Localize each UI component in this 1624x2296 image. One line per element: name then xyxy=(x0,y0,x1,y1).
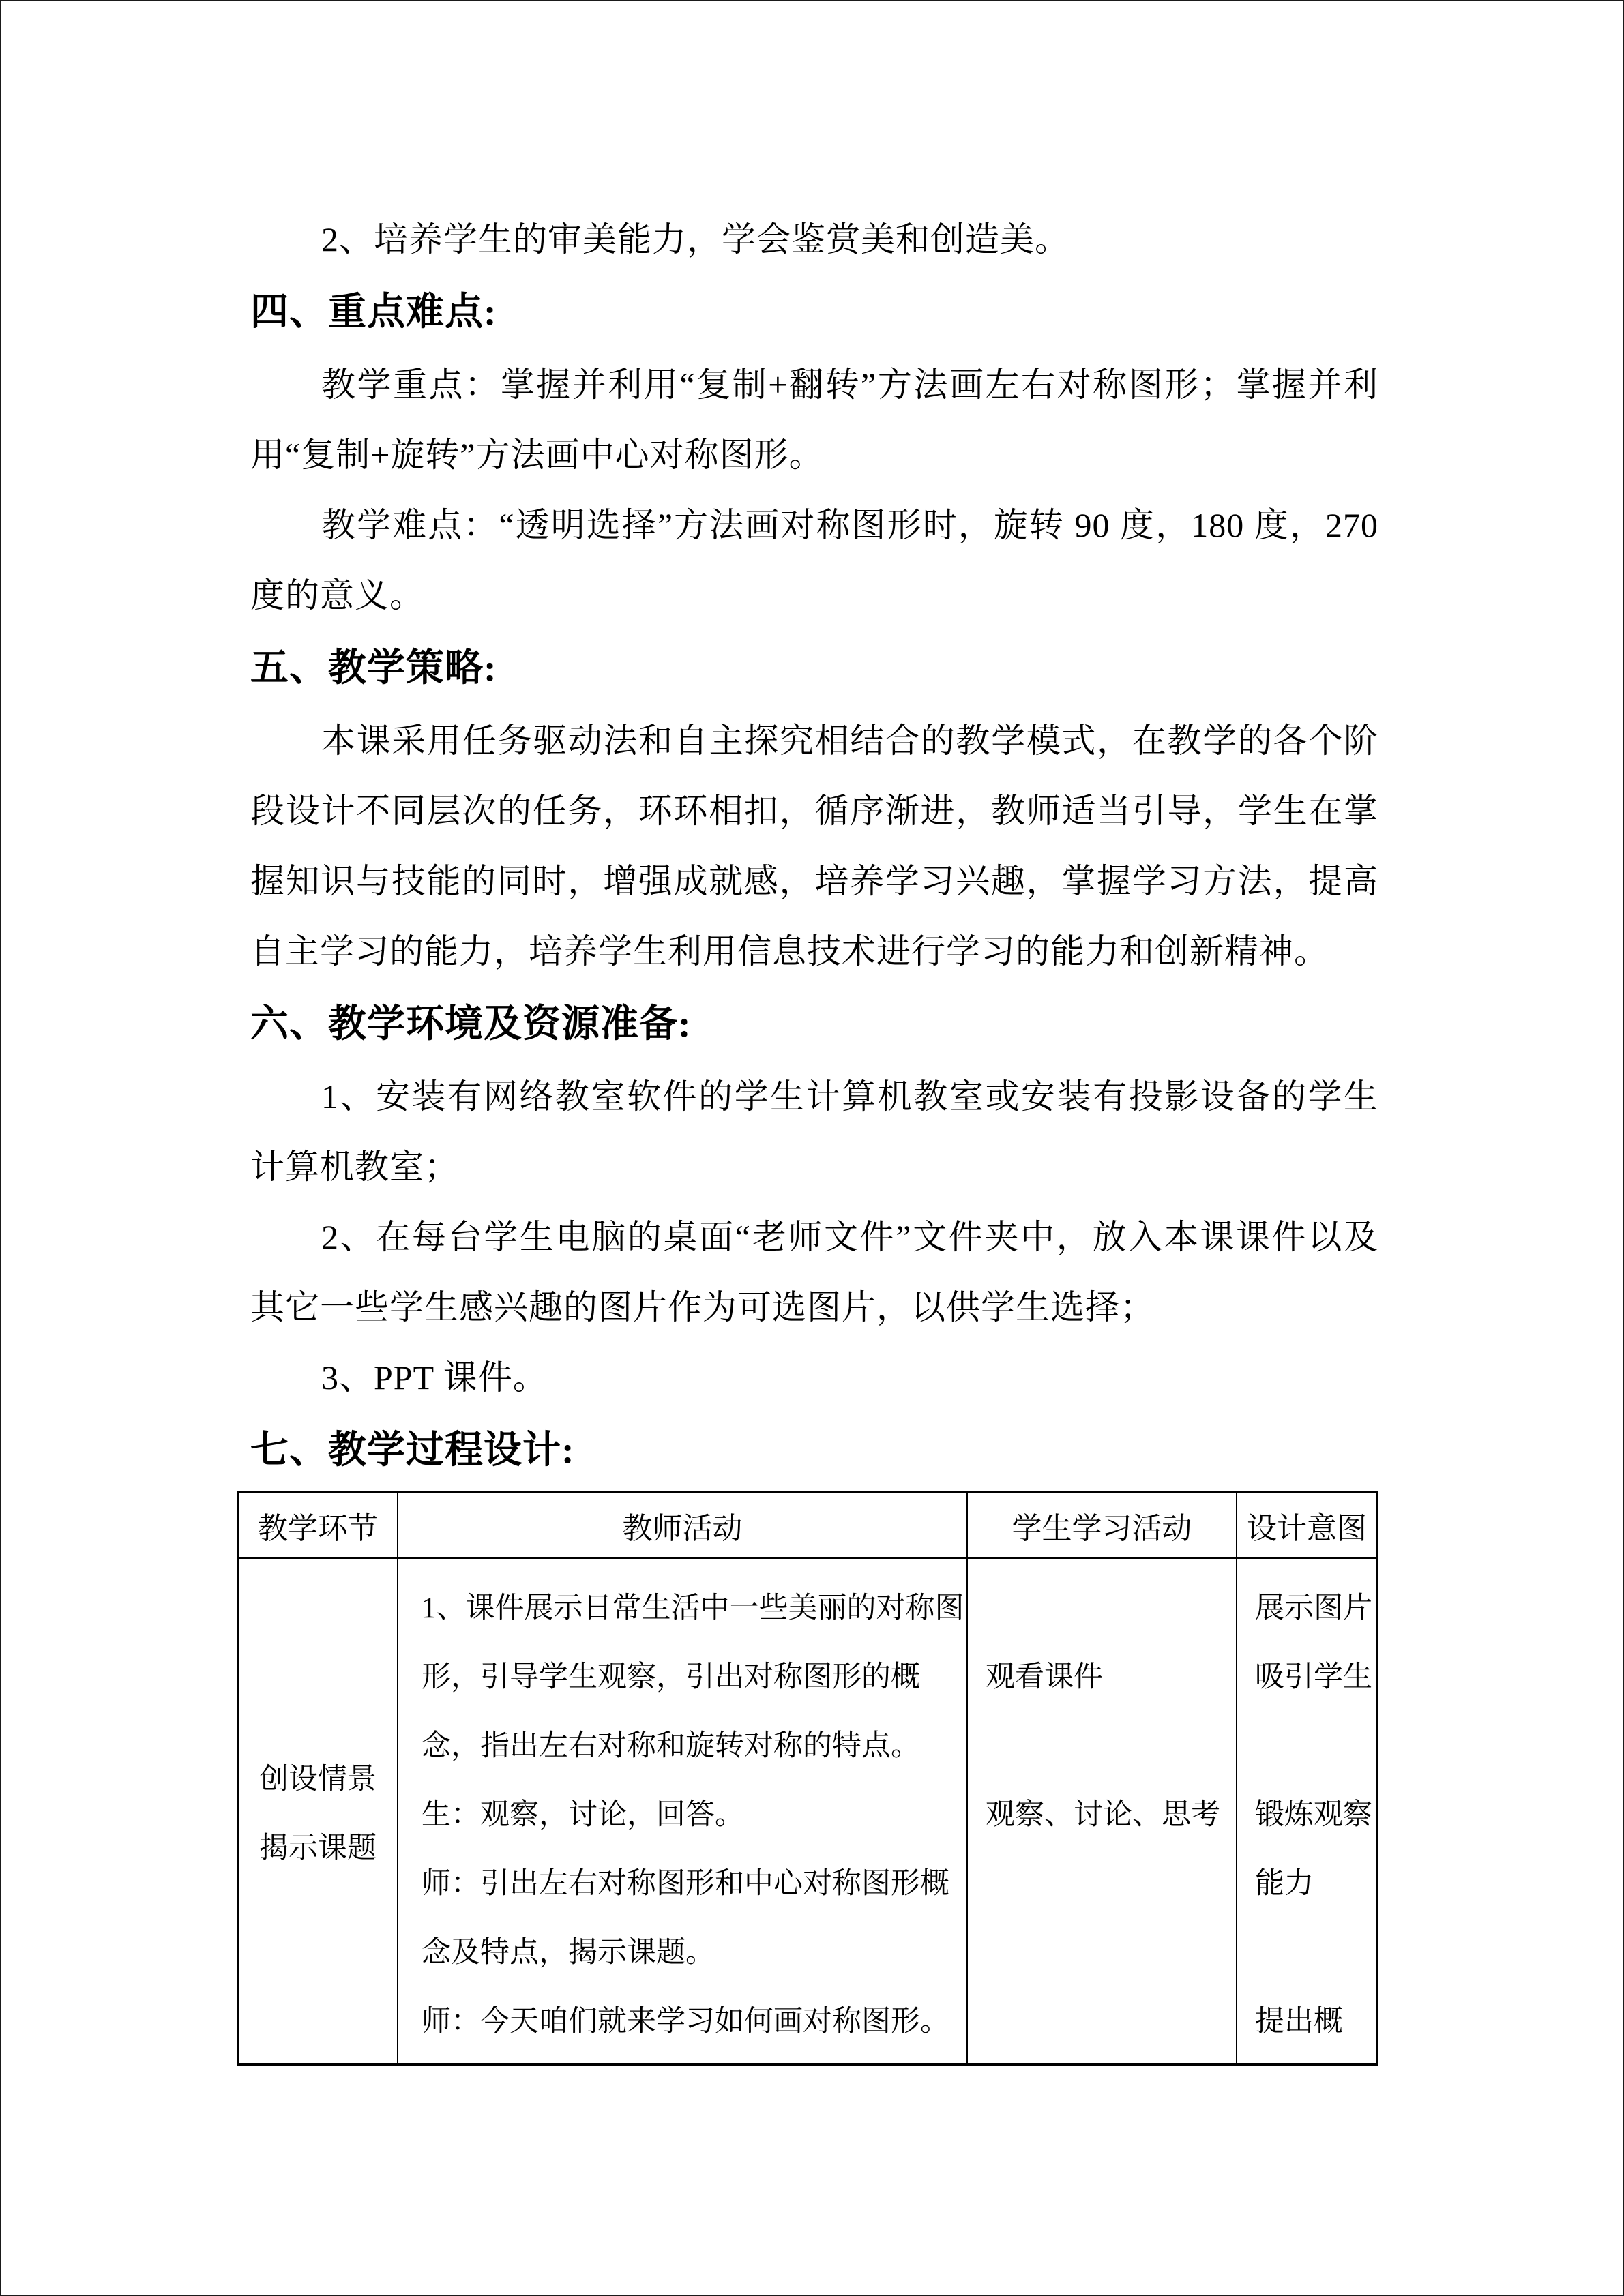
table-header-student-activity: 学生学习活动 xyxy=(968,1493,1237,1557)
teacher-line: 师：引出左右对称图形和中心对称图形概 xyxy=(422,1868,949,1900)
teacher-line: 念，指出左右对称和旋转对称的特点。 xyxy=(422,1730,920,1762)
table-header-teacher-activity: 教师活动 xyxy=(398,1493,968,1557)
paragraph: 教学重点：掌握并利用“复制+翻转”方法画左右对称图形；掌握并利用“复制+旋转”方法画中心对称图形。 xyxy=(250,366,1378,474)
stage-line: 揭示课题 xyxy=(259,1832,377,1864)
design-line: 展示图片 xyxy=(1255,1592,1372,1624)
student-line xyxy=(986,1571,1229,1640)
table-header-row xyxy=(239,1493,1376,1559)
section-heading-4: 四、重点难点: xyxy=(250,291,497,333)
student-line: 观看课件 xyxy=(986,1661,1103,1693)
student-line xyxy=(986,1709,1229,1778)
cell-design-intent xyxy=(1237,1559,1376,2063)
design-line: 提出概 xyxy=(1255,2006,1343,2038)
teacher-line: 念及特点，揭示课题。 xyxy=(422,1937,715,1969)
design-line: 能力 xyxy=(1255,1868,1314,1900)
paragraph: 教学难点：“透明选择”方法画对称图形时，旋转 90 度，180 度，270 度的意义。 xyxy=(250,506,1378,614)
student-line xyxy=(986,1847,1229,1915)
design-line: 吸引学生 xyxy=(1255,1661,1372,1693)
paragraph: 3、PPT 课件。 xyxy=(321,1358,548,1397)
student-line xyxy=(986,1915,1229,1984)
design-line: 锻炼观察 xyxy=(1255,1799,1372,1831)
teacher-line: 生：观察，讨论，回答。 xyxy=(422,1799,744,1831)
teacher-line: 师：今天咱们就来学习如何画对称图形。 xyxy=(422,2006,949,2038)
table-header-stage: 教学环节 xyxy=(239,1493,398,1557)
cell-teacher-activity xyxy=(398,1559,968,2063)
cell-student-activity xyxy=(968,1559,1237,2063)
student-line: 观察、讨论、思考 xyxy=(986,1799,1220,1831)
cell-stage xyxy=(239,1559,398,2063)
teacher-line: 1、课件展示日常生活中一些美丽的对称图 xyxy=(422,1592,964,1624)
design-line xyxy=(1255,1709,1370,1778)
table-header-design-intent: 设计意图 xyxy=(1247,1512,1367,1545)
table-row xyxy=(239,1559,1376,2063)
section-heading-7: 七、教学过程设计: xyxy=(250,1429,575,1472)
lead-paragraph: 2、培养学生的审美能力，学会鉴赏美和创造美。 xyxy=(321,220,1069,258)
student-line xyxy=(986,1984,1229,2053)
paragraph: 本课采用任务驱动法和自主探究相结合的教学模式，在教学的各个阶段设计不同层次的任务，环环相扣，循序渐进，教师适当引导，学生在掌握知识与技能的同时，增强成就感，培养学习兴趣，掌握学习方法，提高自主学习的能力，培养学生利用信息技术进行学习的能力和创新精神。 xyxy=(250,721,1378,970)
teacher-line: 形，引导学生观察，引出对称图形的概 xyxy=(422,1661,920,1693)
section-heading-5: 五、教学策略: xyxy=(250,647,497,689)
design-line xyxy=(1255,1915,1370,1984)
paragraph: 2、在每台学生电脑的桌面“老师文件”文件夹中，放入本课课件以及其它一些学生感兴趣的图片作为可选图片，以供学生选择； xyxy=(250,1218,1378,1326)
paragraph: 1、安装有网络教室软件的学生计算机教室或安装有投影设备的学生计算机教室； xyxy=(250,1077,1378,1186)
teaching-process-table xyxy=(237,1491,1378,2066)
section-heading-6: 六、教学环境及资源准备: xyxy=(250,1003,692,1045)
stage-line: 创设情景 xyxy=(259,1763,377,1795)
